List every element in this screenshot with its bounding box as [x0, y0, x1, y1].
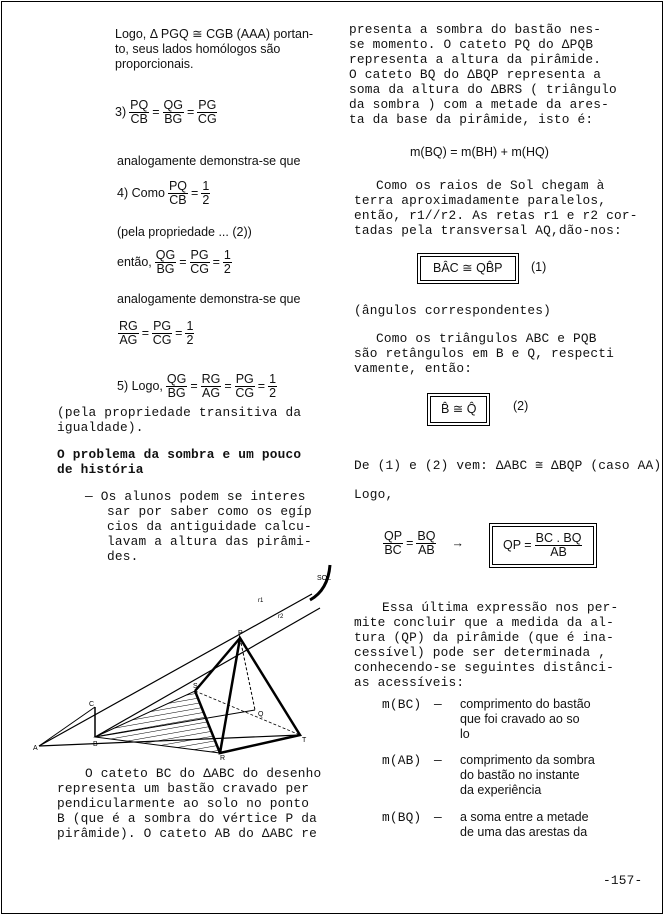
numerator: QP: [384, 529, 403, 543]
denominator: AG: [201, 386, 221, 400]
aa-conclusion: De (1) e (2) vem: ΔABC ≅ ΔBQP (caso AA): [354, 458, 662, 473]
text-line: igualdade).: [57, 420, 144, 435]
numerator: BQ: [417, 529, 436, 543]
text-line: a soma entre a metade: [460, 810, 589, 824]
denominator: AB: [550, 545, 567, 559]
numerator: PG: [190, 248, 209, 262]
def-text: [460, 753, 595, 798]
label-p: P: [238, 630, 243, 637]
equation-4: 4) Como $\frac{PQ}{CB}$ = $\frac{1}{2}$: [117, 179, 210, 207]
text-line: então, r1//r2. As retas r1 e r2 cor-: [354, 208, 638, 223]
denominator: BG: [164, 112, 183, 126]
angle-congruence-box: BÂC ≅ QB̂P: [420, 256, 516, 281]
numerator: QG: [155, 248, 176, 262]
bottom-para: [57, 766, 321, 841]
text-line: proporcionais.: [115, 57, 194, 71]
label-t: T: [302, 737, 307, 744]
def-text: [460, 697, 591, 742]
corresponding-angles-note: (ângulos correspondentes): [354, 303, 551, 318]
text-line: lo: [460, 727, 470, 741]
logo-text: Logo,: [354, 487, 394, 502]
eq-label: então,: [117, 255, 152, 269]
right-top-para: [349, 22, 617, 127]
text-line: cessível) pode ser determinada ,: [354, 645, 607, 660]
numerator: RG: [119, 319, 138, 333]
text-line: O cateto BQ do ΔBQP representa a: [349, 67, 602, 82]
numerator: PG: [153, 319, 172, 333]
text-line: de uma das arestas da: [460, 825, 588, 839]
def-text: [460, 810, 589, 840]
def-term: m(AB): [382, 753, 422, 768]
equation-number-1: (1): [531, 260, 547, 274]
text-line: pirâmide). O cateto AB do ΔABC re: [57, 826, 318, 841]
section-heading: [57, 447, 301, 477]
label-r1: r1: [258, 598, 264, 604]
numerator: 1: [186, 319, 194, 333]
angle-b-q-box: B̂ ≅ Q̂: [430, 396, 487, 423]
text-line: da experiência: [460, 783, 542, 797]
qp-lhs: QP =: [503, 538, 532, 552]
right-triangles-para: [354, 331, 614, 376]
denominator: CG: [197, 112, 217, 126]
analog-text-1: analogamente demonstra-se que: [117, 154, 301, 168]
text-line: comprimento do bastão: [460, 697, 591, 711]
transitive-note: [57, 405, 301, 435]
text-line: Essa última expressão nos per-: [382, 600, 619, 615]
text-line: da sombra ) com a metade da ares-: [349, 97, 610, 112]
eq-label: 3): [115, 105, 127, 119]
analog-text-2: analogamente demonstra-se que: [117, 292, 301, 306]
numerator: QG: [163, 98, 183, 112]
equation-entao: então, $\frac{QG}{BG}$ = $\frac{PG}{CG}$ = $\frac{1}{2}$: [117, 248, 231, 276]
denominator: 2: [202, 193, 210, 207]
denominator: CB: [130, 112, 148, 126]
text-line: soma da altura do ΔBRS ( triângulo: [349, 82, 617, 97]
eq-label: 5) Logo,: [117, 379, 163, 393]
label-a: A: [33, 745, 38, 752]
text-line: de história: [57, 462, 144, 477]
text-line: Como os raios de Sol chegam à: [376, 178, 605, 193]
denominator: BG: [156, 262, 175, 276]
numerator: PG: [198, 98, 217, 112]
label-sol: SOL: [317, 575, 332, 582]
sun-rays-para: [354, 178, 638, 238]
def-term: m(BQ): [382, 810, 422, 825]
equation-5: 5) Logo, $\frac{QG}{BG}$ = $\frac{RG}{AG}$ = $\frac{PG}{CG}$ = $\frac{1}{2}$: [117, 372, 277, 400]
text-line: O cateto BC do ΔABC do desenho: [85, 766, 322, 781]
denominator: 2: [186, 333, 194, 347]
text-line: representa um bastão cravado per: [57, 781, 310, 796]
denominator: CG: [152, 333, 172, 347]
text-line: ta da base da pirâmide, isto é:: [349, 112, 594, 127]
label-r: R: [220, 755, 226, 760]
text-line: tadas pela transversal AQ,dão-nos:: [354, 223, 622, 238]
denominator: 2: [269, 386, 277, 400]
denominator: CB: [169, 193, 187, 207]
page-number: -157-: [603, 873, 643, 888]
numerator: PQ: [130, 98, 149, 112]
denominator: CG: [235, 386, 255, 400]
text-line: pendicularmente ao solo no ponto: [57, 796, 310, 811]
def-term: m(BC): [382, 697, 422, 712]
label-q: Q: [258, 711, 264, 718]
text-line: sar por saber como os egíp: [107, 504, 312, 519]
numerator: BC . BQ: [535, 531, 582, 545]
equation-3: 3) $\frac{PQ}{CB}$ = $\frac{QG}{BG}$ = $\frac{PG}{CG}$: [115, 98, 217, 126]
text-line: que foi cravado ao so: [460, 712, 580, 726]
qp-equation: $\frac{QP}{BC}$ = $\frac{BQ}{AB}$ →: [384, 529, 464, 557]
def-dash: —: [434, 697, 442, 712]
label-c: C: [89, 701, 95, 708]
text-line: O problema da sombra e um pouco: [57, 447, 302, 462]
pyramid-shadow-diagram: [30, 560, 340, 760]
stick-shadow-ray: [39, 707, 95, 746]
property-note: (pela propriedade ... (2)): [117, 225, 252, 239]
shadow-triangle: [95, 691, 220, 753]
text-line: to, seus lados homólogos são: [115, 42, 281, 56]
def-dash: —: [434, 753, 442, 768]
text-line: B (que é a sombra do vértice P da: [57, 811, 318, 826]
text-line: presenta a sombra do bastão nes-: [349, 22, 602, 37]
mbq-formula: m(BQ) = m(BH) + m(HQ): [410, 145, 549, 159]
denominator: BC: [384, 543, 402, 557]
denominator: AB: [418, 543, 435, 557]
numerator: RG: [201, 372, 221, 386]
text-line: as acessíveis:: [354, 675, 465, 690]
numerator: 1: [202, 179, 210, 193]
dialogue-para: [85, 489, 312, 564]
text-line: do bastão no instante: [460, 768, 580, 782]
text-line: (pela propriedade transitiva da: [57, 405, 302, 420]
text-line: se momento. O cateto PQ do ΔPQB: [349, 37, 594, 52]
text-line: — Os alunos podem se interes: [85, 489, 306, 504]
eq-label: 4) Como: [117, 186, 165, 200]
label-s: S: [193, 683, 198, 690]
para-logo: [115, 27, 313, 72]
denominator: AG: [119, 333, 138, 347]
text-line: mite concluir que a medida da al-: [354, 615, 615, 630]
text-line: Logo, Δ PGQ ≅ CGB (AAA) portan-: [115, 27, 314, 41]
text-line: conhecendo-se seguintes distânci-: [354, 660, 615, 675]
sun-arc: [310, 565, 330, 600]
text-line: são retângulos em B e Q, respecti: [354, 346, 615, 361]
text-line: representa a altura da pirâmide.: [349, 52, 602, 67]
essa-para: [354, 600, 618, 690]
def-dash: —: [434, 810, 442, 825]
numerator: PQ: [168, 179, 187, 193]
numerator: PG: [235, 372, 254, 386]
text-line: des.: [107, 549, 139, 564]
text-line: tura (QP) da pirâmide (que é ina-: [354, 630, 615, 645]
label-r2: r2: [278, 614, 284, 620]
text-line: lavam a altura das pirâmi-: [107, 534, 312, 549]
text-line: comprimento da sombra: [460, 753, 595, 767]
equation-number-2: (2): [513, 399, 529, 413]
text-line: terra aproximadamente paralelos,: [354, 193, 607, 208]
numerator: 1: [269, 372, 277, 386]
numerator: 1: [223, 248, 231, 262]
denominator: BG: [167, 386, 186, 400]
equation-rg: $\frac{RG}{AG}$ = $\frac{PG}{CG}$ = $\frac{1}{2}$: [119, 319, 194, 347]
text-line: cios da antiguidade calcu-: [107, 519, 312, 534]
arrow-icon: →: [451, 536, 464, 550]
qp-result-box: [492, 526, 594, 565]
text-line: Como os triângulos ABC e PQB: [376, 331, 597, 346]
denominator: 2: [223, 262, 231, 276]
label-b: B: [93, 741, 98, 748]
denominator: CG: [190, 262, 209, 276]
text-line: vamente, então:: [354, 361, 473, 376]
numerator: QG: [166, 372, 187, 386]
